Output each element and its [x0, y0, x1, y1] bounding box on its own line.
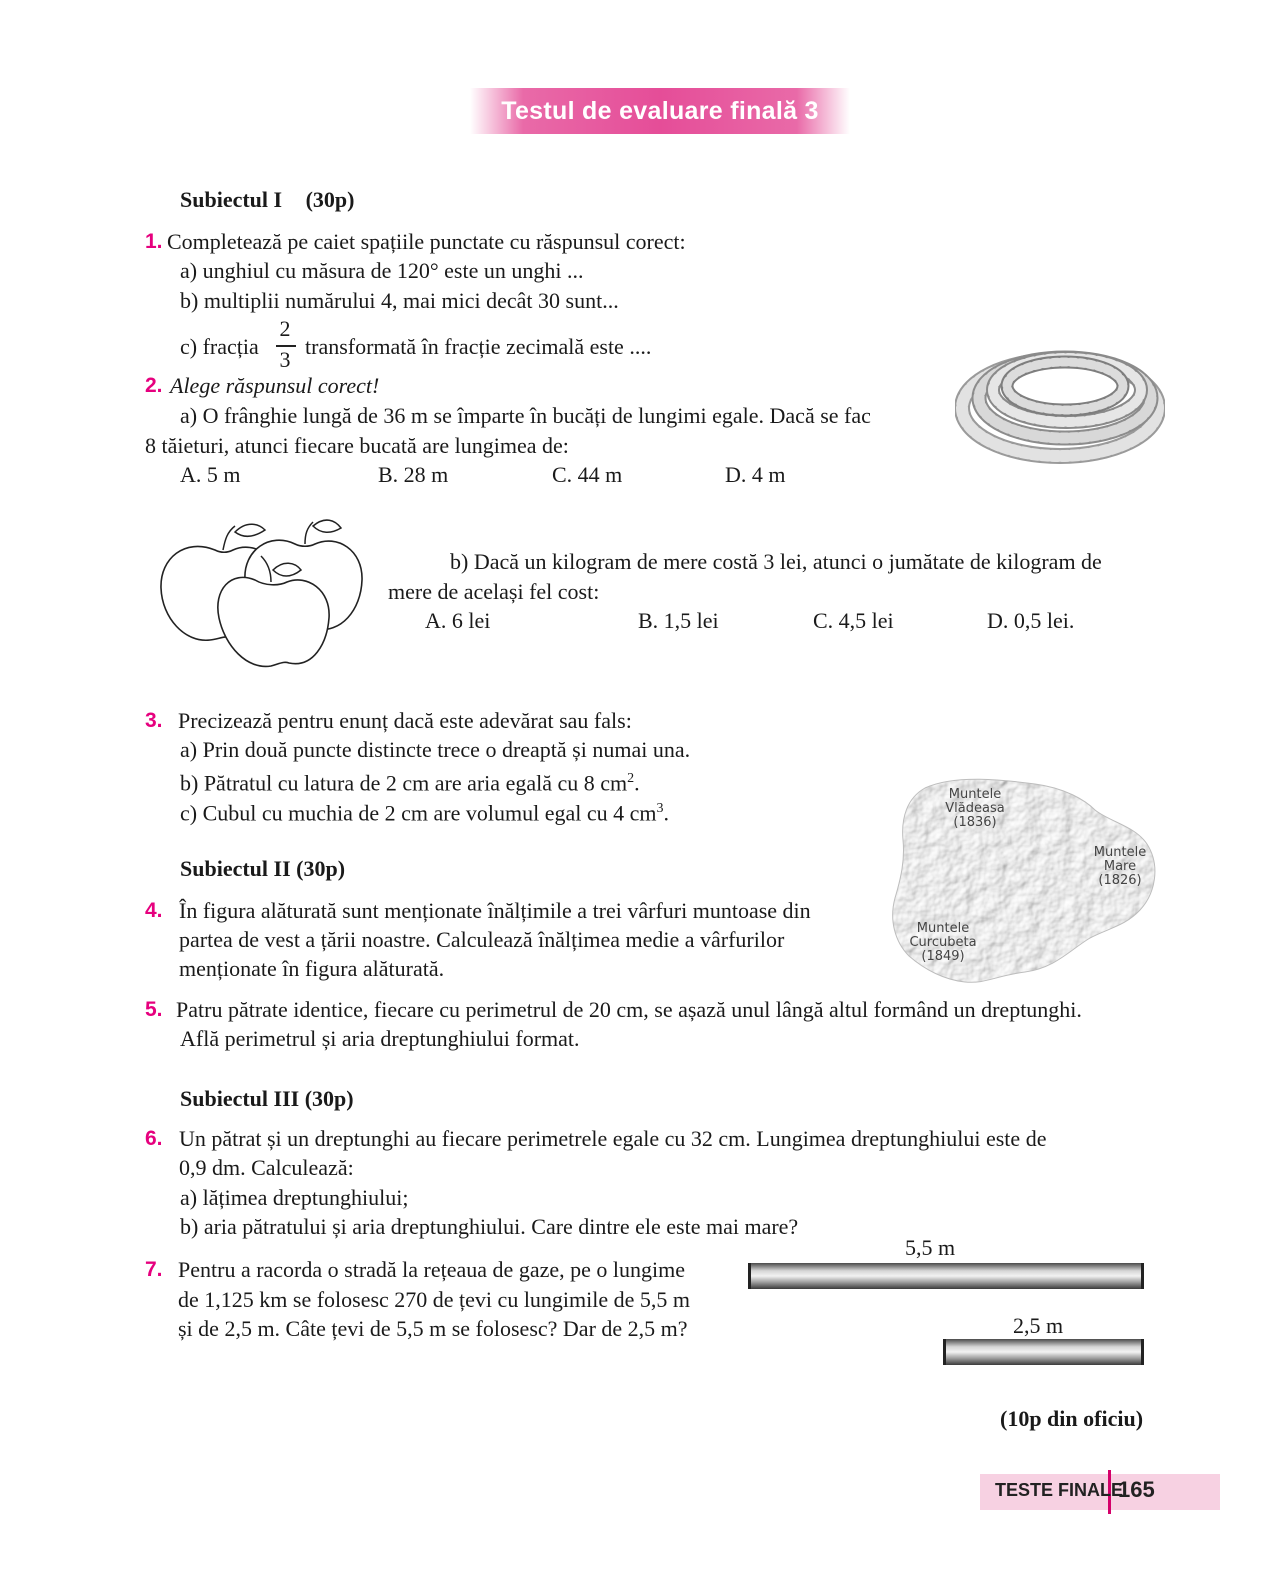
oficiu-points: (10p din oficiu): [1000, 1406, 1144, 1431]
question-2a-line1: a) O frânghie lungă de 36 m se împarte în bucăți de lungimi egale. Dacă se fac: [180, 403, 871, 428]
question-5-line2: Află perimetrul și aria dreptunghiului format.: [180, 1026, 580, 1051]
question-2b-line1: b) Dacă un kilogram de mere costă 3 lei, atunci o jumătate de kilogram de: [450, 549, 1102, 574]
question-2-text: Alege răspunsul corect!: [170, 373, 380, 398]
question-2b-option-a: A. 6 lei: [425, 608, 491, 633]
question-2a-option-a: A. 5 m: [180, 462, 241, 487]
question-7-number: 7.: [145, 1258, 163, 1281]
question-3b-exponent: 2: [627, 771, 635, 786]
section-heading-2: Subiectul II (30p): [180, 856, 346, 881]
question-4-number: 4.: [145, 899, 163, 922]
question-2-number: 2.: [145, 374, 163, 397]
question-4-line3: menționate în figura alăturată.: [179, 956, 445, 981]
question-7-line3: și de 2,5 m. Câte țevi de 5,5 m se folosesc? Dar de 2,5 m?: [178, 1316, 688, 1341]
footer-section-label: TESTE FINALE: [995, 1480, 1124, 1500]
map-label-curcubeta-height: (1849): [921, 949, 965, 964]
fraction-denominator: 3: [279, 347, 291, 372]
question-1a: a) unghiul cu măsura de 120° este un unghi ...: [180, 258, 584, 283]
question-3c-period: .: [663, 800, 670, 826]
section-heading-1-label: Subiectul I: [180, 187, 283, 212]
question-1c-suffix: transformată în fracție zecimală este ....: [305, 334, 652, 359]
fraction-numerator: 2: [279, 316, 291, 341]
question-3b: [180, 765, 640, 797]
apples-image: [155, 518, 370, 673]
question-2b-option-d: D. 0,5 lei.: [987, 608, 1075, 633]
pipe-short-image: [941, 1337, 1146, 1369]
pipe-long-image: [746, 1261, 1146, 1293]
map-label-vladeasa: [935, 788, 1015, 830]
question-3b-period: .: [634, 770, 640, 796]
question-4-line1: În figura alăturată sunt menționate înălțimile a trei vârfuri muntoase din: [179, 898, 811, 923]
question-3b-text: b) Pătratul cu latura de 2 cm are aria egală cu 8 cm: [180, 770, 628, 796]
map-label-mare-line1: Muntele: [1093, 845, 1147, 860]
question-1b: b) multiplii numărului 4, mai mici decât 30 sunt...: [180, 288, 619, 313]
question-3c-exponent: 3: [656, 801, 664, 816]
question-2a-option-d: D. 4 m: [725, 462, 786, 487]
map-label-curcubeta-line1: Muntele: [916, 921, 970, 936]
question-3c: [180, 795, 669, 827]
question-1-number: 1.: [145, 230, 163, 253]
map-label-curcubeta-line2: Curcubeta: [909, 935, 977, 950]
question-7-line1: Pentru a racorda o stradă la rețeaua de gaze, pe o lungime: [178, 1257, 685, 1282]
map-label-curcubeta: [898, 922, 988, 964]
map-label-vladeasa-height: (1836): [953, 815, 997, 830]
question-6-number: 6.: [145, 1127, 163, 1150]
question-6-line2: 0,9 dm. Calculează:: [179, 1155, 354, 1180]
question-2b-option-b: B. 1,5 lei: [638, 608, 719, 633]
question-3-number: 3.: [145, 709, 163, 732]
map-label-mare-height: (1826): [1098, 873, 1142, 888]
question-3-text: Precizează pentru enunț dacă este adevărat sau fals:: [178, 708, 632, 733]
page-title: Testul de evaluare finală 3: [470, 88, 850, 134]
section-heading-1-points: (30p): [305, 187, 355, 212]
question-2b-option-c: C. 4,5 lei: [813, 608, 894, 633]
map-label-mare-line2: Mare: [1103, 859, 1137, 874]
question-1c-prefix: c) fracția: [180, 334, 259, 359]
question-6-line1: Un pătrat și un dreptunghi au fiecare perimetrele egale cu 32 cm. Lungimea dreptunghiului este de: [179, 1126, 1047, 1151]
map-label-mare: [1080, 846, 1160, 888]
question-2a-line2: 8 tăieturi, atunci fiecare bucată are lungimea de:: [145, 433, 569, 458]
page-number: 165: [1118, 1477, 1155, 1502]
question-1-text: Completează pe caiet spațiile punctate cu răspunsul corect:: [167, 229, 686, 254]
section-heading-3: Subiectul III (30p): [180, 1086, 354, 1111]
question-5-number: 5.: [145, 998, 163, 1021]
question-4-line2: partea de vest a țării noastre. Calculează înălțimea medie a vârfurilor: [179, 927, 785, 952]
map-label-vladeasa-line1: Muntele: [948, 787, 1002, 802]
question-3c-text: c) Cubul cu muchia de 2 cm are volumul egal cu 4 cm: [180, 800, 657, 826]
pipe-label-long: 5,5 m: [905, 1235, 956, 1260]
question-2a-option-c: C. 44 m: [552, 462, 623, 487]
section-heading-1: [180, 186, 354, 214]
question-2a-option-b: B. 28 m: [378, 462, 449, 487]
map-label-vladeasa-line2: Vlădeasa: [945, 801, 1005, 816]
question-6b: b) aria pătratului și aria dreptunghiului. Care dintre ele este mai mare?: [180, 1214, 799, 1239]
rope-coil-image: [955, 330, 1165, 470]
question-2b-line2: mere de același fel cost:: [388, 579, 600, 604]
question-7-line2: de 1,125 km se folosesc 270 de țevi cu lungimile de 5,5 m: [178, 1287, 691, 1312]
pipe-label-short: 2,5 m: [1013, 1313, 1064, 1338]
question-5-line1: Patru pătrate identice, fiecare cu perimetrul de 20 cm, se așază unul lângă altul formând un dreptunghi.: [176, 997, 1082, 1022]
question-3a: a) Prin două puncte distincte trece o dreaptă și numai una.: [180, 737, 691, 762]
question-6a: a) lățimea dreptunghiului;: [180, 1185, 409, 1210]
